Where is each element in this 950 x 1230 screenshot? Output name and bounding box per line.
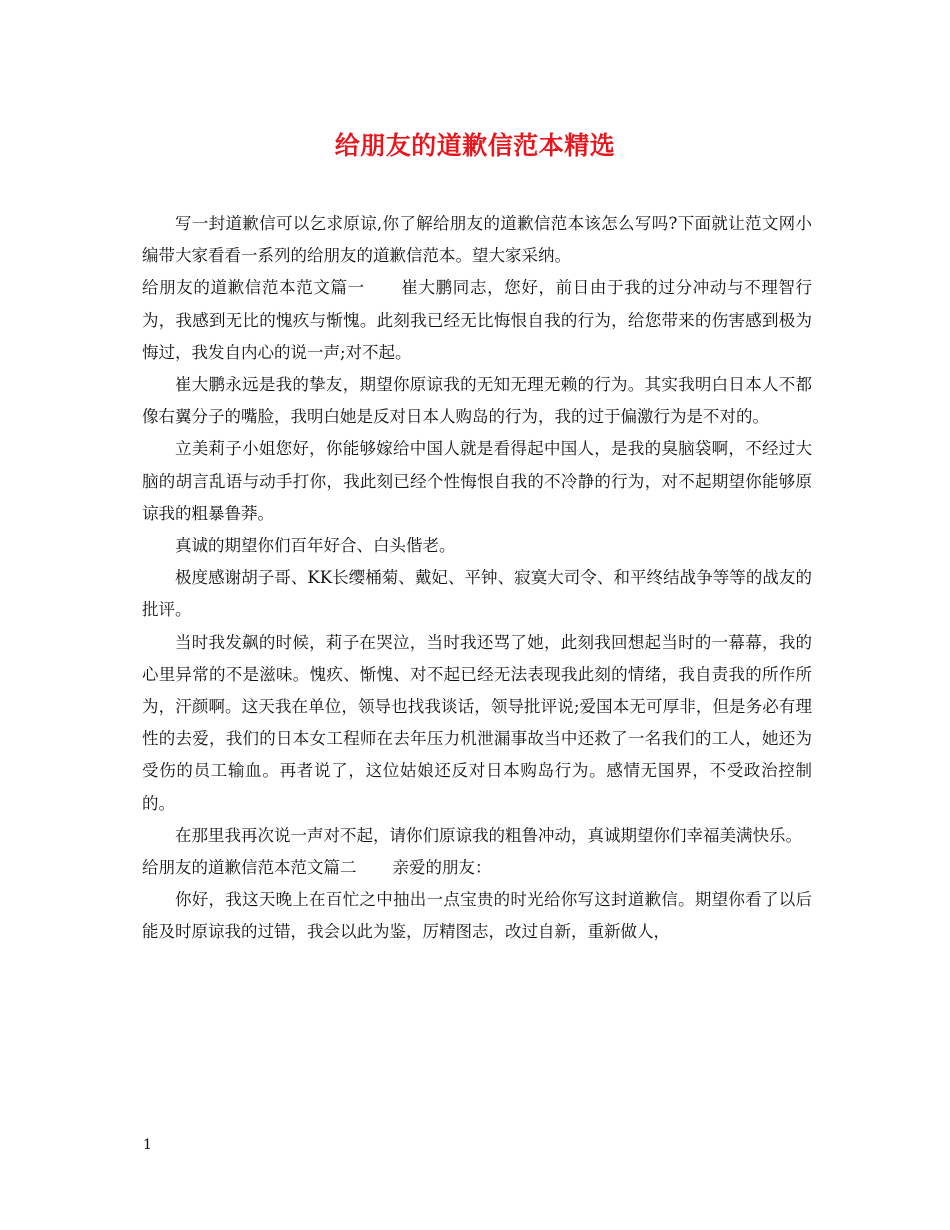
- body-paragraph: 在那里我再次说一声对不起，请你们原谅我的粗鲁冲动，真诚期望你们幸福美满快乐。: [175, 825, 802, 845]
- body-paragraph: 立美莉子小姐您好，你能够嫁给中国人就是看得起中国人，是我的臭脑袋啊，不经过大脑的胡言乱语与动手打你，我此刻已经个性悔恨自我的不冷静的行为，对不起期望你能够原谅我的粗暴鲁莽。: [142, 439, 812, 523]
- body-paragraph: 极度感谢胡子哥、KK长缨桶菊、戴妃、平钟、寂寞大司令、和平终结战争等等的战友的批评。: [142, 568, 812, 620]
- body-paragraph: 崔大鹏永远是我的挚友，期望你原谅我的无知无理无赖的行为。其实我明白日本人不都像右翼分子的嘴脸，我明白她是反对日本人购岛的行为，我的过于偏激行为是不对的。: [142, 375, 812, 427]
- body-paragraph: 你好，我这天晚上在百忙之中抽出一点宝贵的时光给你写这封道歉信。期望你看了以后能及时原谅我的过错，我会以此为鉴，厉精图志，改过自新，重新做人，: [142, 890, 812, 942]
- body-paragraph: 真诚的期望你们百年好合、白头偕老。: [175, 536, 456, 556]
- document-body: [142, 208, 812, 949]
- body-paragraph: 写一封道歉信可以乞求原谅,你了解给朋友的道歉信范本该怎么写吗?下面就让范文网小编带大家看看一系列的给朋友的道歉信范本。望大家采纳。: [142, 214, 812, 266]
- paragraph-text: 崔大鹏同志，您好，前日由于我的过分冲动与不理智行为，我感到无比的愧疚与惭愧。此刻我已经无比悔恨自我的行为，给您带来的伤害感到极为悔过，我发自内心的说一声;对不起。: [142, 278, 813, 362]
- section-heading-paragraph: [142, 852, 812, 884]
- section-heading-paragraph: [142, 272, 812, 369]
- body-paragraph: 当时我发飙的时候，莉子在哭泣，当时我还骂了她，此刻我回想起当时的一幕幕，我的心里异常的不是滋味。愧疚、惭愧、对不起已经无法表现我此刻的情绪，我自责我的所作所为，汗颜啊。这天我在单位，领导也找我谈话，领导批评说;爱国本无可厚非，但是务必有理性的去爱，我们的日本女工程师在去年压力机泄漏事故当中还救了一名我们的工人，她还为受伤的员工输血。再者说了，这位姑娘还反对日本购岛行为。感情无国界，不受政治控制的。: [142, 632, 812, 813]
- page-number: 1: [143, 1137, 152, 1153]
- paragraph-text: 亲爱的朋友：: [392, 858, 492, 878]
- section-heading-label: 给朋友的道歉信范本范文篇一: [142, 278, 365, 298]
- section-heading-label: 给朋友的道歉信范本范文篇二: [142, 858, 357, 878]
- document-title: 给朋友的道歉信范本精选: [334, 131, 616, 160]
